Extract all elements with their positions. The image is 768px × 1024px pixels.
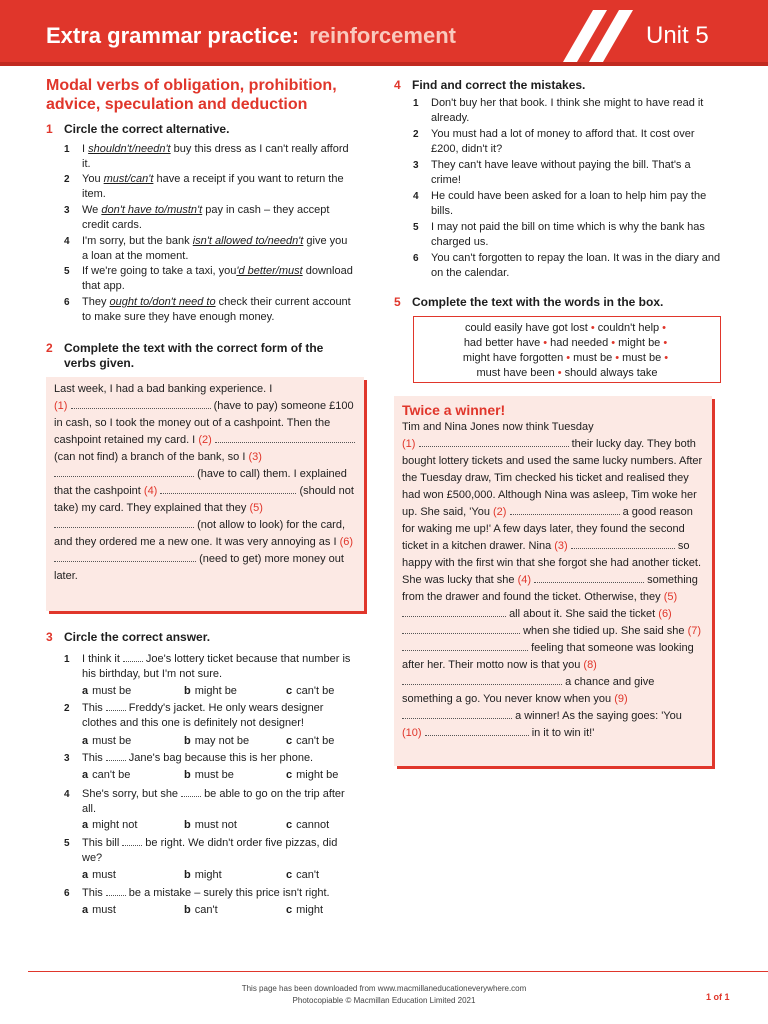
gap-8-blank[interactable] xyxy=(402,675,562,685)
option-text: may not be xyxy=(194,735,250,747)
bullet-icon: • xyxy=(557,367,562,379)
story-text xyxy=(394,419,712,742)
text-segment: in it to win it!' xyxy=(531,727,595,739)
text-segment: buy this dress as I can't really afford it. xyxy=(82,143,349,170)
option-b[interactable] xyxy=(184,768,234,782)
list-item xyxy=(64,886,354,901)
option-letter: c xyxy=(286,685,293,697)
bullet-icon: • xyxy=(590,322,595,334)
bullet-icon: • xyxy=(543,337,548,349)
exercise-instruction: Circle the correct answer. xyxy=(64,630,211,644)
list-item xyxy=(64,234,354,264)
list-item xyxy=(64,172,354,202)
page-title xyxy=(46,23,456,49)
option-a[interactable] xyxy=(82,903,116,917)
option-text: can't be xyxy=(296,735,335,747)
item-text xyxy=(82,264,354,294)
option-a[interactable] xyxy=(82,734,131,748)
text-segment: download that app. xyxy=(82,265,353,292)
bullet-icon: • xyxy=(615,352,620,364)
text-segment: This xyxy=(82,702,103,714)
gap-1-blank[interactable] xyxy=(419,437,569,447)
item-number: 3 xyxy=(64,753,70,764)
option-letter: a xyxy=(82,769,89,781)
item-number: 4 xyxy=(413,191,419,202)
option-c[interactable] xyxy=(286,818,329,832)
option-b[interactable] xyxy=(184,684,237,698)
option-letter: b xyxy=(184,819,191,831)
answer-blank[interactable] xyxy=(181,787,201,797)
list-item xyxy=(64,142,354,172)
answer-blank[interactable] xyxy=(123,652,143,662)
item-text xyxy=(82,234,354,264)
text-segment: when she tidied up. She said she xyxy=(523,625,685,637)
gap-3-blank[interactable] xyxy=(54,467,194,477)
option-c[interactable] xyxy=(286,734,334,748)
list-item xyxy=(413,158,723,188)
gap-number: (4) xyxy=(517,574,532,586)
exercise-number: 1 xyxy=(46,122,53,136)
gap-number: (6) xyxy=(339,536,354,548)
word-option: must be xyxy=(622,352,662,364)
item-number: 5 xyxy=(64,266,70,277)
word-option: had better have xyxy=(463,337,541,349)
option-text: can't be xyxy=(92,769,131,781)
page-title-main: Extra grammar practice: xyxy=(46,23,300,48)
item-number: 1 xyxy=(64,654,70,665)
alternative-choice[interactable]: don't have to/mustn't xyxy=(101,204,203,216)
text-segment: pay in cash – they accept credit cards. xyxy=(82,204,330,231)
alternative-choice[interactable]: must/can't xyxy=(103,173,154,185)
gap-number: (5) xyxy=(249,502,263,514)
option-letter: c xyxy=(286,904,293,916)
word-option: should always take xyxy=(564,367,658,379)
text-segment: so happy with the first win that she forgot she had another ticket. She was lucky that she xyxy=(402,540,702,586)
option-text: can't xyxy=(296,869,320,881)
answer-blank[interactable] xyxy=(106,886,126,896)
option-text: might xyxy=(296,904,324,916)
footer-copyright: Photocopiable © Macmillan Education Limited 2021 xyxy=(292,996,476,1005)
option-c[interactable] xyxy=(286,868,319,882)
item-text[interactable]: You can't forgotten to repay the loan. It was in the diary and on the calendar. xyxy=(431,252,721,279)
item-text[interactable]: You must had a lot of money to afford that. It cost over £200, didn't it? xyxy=(431,128,695,155)
gap-number: (10) xyxy=(402,727,422,739)
text-segment: We xyxy=(82,204,102,216)
gap-number: (9) xyxy=(614,693,628,705)
answer-blank[interactable] xyxy=(122,836,142,846)
option-text: might be xyxy=(194,685,237,697)
answer-blank[interactable] xyxy=(106,751,126,761)
option-text: can't xyxy=(194,904,218,916)
gap-2-blank[interactable] xyxy=(510,505,620,515)
option-letter: c xyxy=(286,735,293,747)
exercise-2-heading xyxy=(46,341,366,371)
item-number: 6 xyxy=(413,253,419,264)
item-text xyxy=(82,295,354,325)
word-box-line xyxy=(414,336,720,351)
word-option: could easily have got lost xyxy=(464,322,588,334)
text-segment: Jane's bag because this is her phone. xyxy=(128,752,314,764)
text-segment: a chance and give something a go. You never know when you xyxy=(402,676,655,705)
gap-number: (6) xyxy=(658,608,672,620)
item-number: 2 xyxy=(413,129,419,140)
option-text: must be xyxy=(92,685,132,697)
option-a[interactable] xyxy=(82,818,137,832)
item-text xyxy=(82,836,354,866)
bullet-icon: • xyxy=(566,352,571,364)
gap-number: (4) xyxy=(143,485,158,497)
footer-divider xyxy=(28,971,768,972)
text-segment: their lucky day. They both bought lottery tickets and used the same lucky numbers. After the Tuesday draw, Tim checked his ticket and realised they had won £500,000. Although Nina was asleep, Tim woke her up. She said, 'You xyxy=(402,438,703,518)
header-band xyxy=(0,62,768,66)
option-text: can't be xyxy=(296,685,335,697)
gap-5-blank[interactable] xyxy=(402,607,506,617)
gap-number: (5) xyxy=(663,591,678,603)
option-letter: a xyxy=(82,869,89,881)
page-title-accent: reinforcement xyxy=(309,23,456,48)
exercise-instruction: Complete the text with the words in the box. xyxy=(412,295,664,309)
option-letter: c xyxy=(286,769,293,781)
list-item xyxy=(64,203,354,233)
option-letter: b xyxy=(184,904,191,916)
option-text: must xyxy=(92,869,116,881)
text-segment: be right. We didn't order five pizzas, did we? xyxy=(82,837,338,864)
list-item xyxy=(64,787,354,817)
word-option: had needed xyxy=(550,337,609,349)
item-text xyxy=(82,701,354,731)
option-letter: c xyxy=(286,869,293,881)
gap-3-blank[interactable] xyxy=(571,539,675,549)
item-number: 6 xyxy=(64,297,70,308)
option-text: cannot xyxy=(296,819,330,831)
text-segment: a winner! As the saying goes: 'You xyxy=(515,710,682,722)
option-text: might be xyxy=(296,769,339,781)
gap-number: (2) xyxy=(493,506,507,518)
word-option: must be xyxy=(573,352,613,364)
text-segment: (can not find) a branch of the bank, so I xyxy=(54,451,246,463)
item-text xyxy=(82,751,354,766)
text-segment: They xyxy=(82,296,110,308)
option-letter: b xyxy=(184,735,191,747)
item-number: 3 xyxy=(64,205,70,216)
alternative-choice[interactable]: isn't allowed to/needn't xyxy=(192,235,304,247)
text-segment: something from the drawer and found the ticket. Otherwise, they xyxy=(402,574,698,603)
exercise-5-heading xyxy=(394,295,663,310)
option-letter: a xyxy=(82,819,89,831)
exercise-instruction: Find and correct the mistakes. xyxy=(412,78,586,92)
item-text xyxy=(82,142,354,172)
text-segment: She's sorry, but she xyxy=(82,788,179,800)
text-segment: have a receipt if you want to return the item. xyxy=(82,173,344,200)
gap-number: (3) xyxy=(554,540,568,552)
option-b[interactable] xyxy=(184,818,237,832)
word-box-line xyxy=(414,366,720,381)
exercise-number: 4 xyxy=(394,78,401,92)
answer-blank[interactable] xyxy=(106,701,126,711)
option-c[interactable] xyxy=(286,684,334,698)
unit-label: Unit 5 xyxy=(646,22,709,49)
item-number: 2 xyxy=(64,703,70,714)
item-number: 5 xyxy=(64,838,70,849)
item-text[interactable]: He could have been asked for a loan to help him pay the bills. xyxy=(431,190,707,217)
alternative-choice[interactable]: shouldn't/needn't xyxy=(88,143,171,155)
list-item xyxy=(64,652,354,682)
option-text: must xyxy=(92,904,116,916)
text-segment: I think it xyxy=(82,653,120,665)
bullet-icon: • xyxy=(664,352,669,364)
gap-10-blank[interactable] xyxy=(425,726,529,736)
item-text xyxy=(82,652,354,682)
option-letter: a xyxy=(82,685,89,697)
story-title: Twice a winner! xyxy=(402,402,506,418)
text-segment: You xyxy=(82,173,104,185)
item-number: 5 xyxy=(413,222,419,233)
page-number: 1 of 1 xyxy=(706,992,730,1002)
text-segment: Freddy's jacket. He only wears designer clothes and this one is definitely not designer! xyxy=(82,702,324,729)
page-header xyxy=(0,0,768,66)
word-box-line xyxy=(414,351,720,366)
text-segment: be able to go on the trip after all. xyxy=(82,788,345,815)
item-number: 3 xyxy=(413,160,419,171)
bullet-icon: • xyxy=(663,337,668,349)
exercise-5-story-panel xyxy=(394,396,712,766)
option-letter: a xyxy=(82,735,89,747)
text-segment: a good reason for waking me up!' A few days later, they found the second ticket in a kitchen drawer. Nina xyxy=(402,506,693,552)
text-segment: all about it. She said the ticket xyxy=(509,608,656,620)
exercise-number: 5 xyxy=(394,295,401,309)
list-item xyxy=(413,189,723,219)
exercise-2-text xyxy=(46,377,364,585)
text-segment: If we're going to take a taxi, you xyxy=(82,265,237,277)
item-text[interactable]: They can't have leave without paying the bill. That's a crime! xyxy=(431,159,691,186)
option-b[interactable] xyxy=(184,734,249,748)
list-item xyxy=(413,251,723,281)
word-option: must have been xyxy=(476,367,555,379)
option-a[interactable] xyxy=(82,868,116,882)
option-text: might not xyxy=(92,819,138,831)
option-text: must not xyxy=(194,819,237,831)
exercise-number: 3 xyxy=(46,630,53,644)
text-segment: feeling that someone was looking after her. Their motto now is that you xyxy=(402,642,694,671)
alternative-choice[interactable]: 'd better/must xyxy=(236,265,303,277)
text-segment: (not allow to look) for the card, and they ordered me a new one. It was very annoying as I xyxy=(54,519,346,548)
word-option: might have forgotten xyxy=(462,352,564,364)
alternative-choice[interactable]: ought to/don't need to xyxy=(109,296,216,308)
option-letter: b xyxy=(184,869,191,881)
option-text: must be xyxy=(92,735,132,747)
item-number: 4 xyxy=(64,236,70,247)
text-segment: Last week, I had a bad banking experience. I xyxy=(54,383,273,395)
section-title: Modal verbs of obligation, prohibition, advice, speculation and deduction xyxy=(46,77,337,113)
text-segment: (have to pay) someone £100 in cash, so I took the money out of a cashpoint. Then the cashpoint retained my card. I xyxy=(54,400,354,446)
item-text xyxy=(82,886,354,901)
exercise-2-text-panel xyxy=(46,377,364,611)
option-text: must be xyxy=(194,769,234,781)
item-number: 6 xyxy=(64,888,70,899)
option-letter: a xyxy=(82,904,89,916)
exercise-instruction: Complete the text with the correct form of the verbs given. xyxy=(64,341,324,370)
option-letter: b xyxy=(184,685,191,697)
item-text xyxy=(82,203,354,233)
exercise-number: 2 xyxy=(46,341,53,355)
text-segment: Joe's lottery ticket because that number is his birthday, but I'm not sure. xyxy=(82,653,351,680)
list-item xyxy=(413,127,723,157)
item-number: 4 xyxy=(64,789,70,800)
option-a[interactable] xyxy=(82,684,131,698)
gap-6-blank[interactable] xyxy=(54,552,196,562)
list-item xyxy=(64,701,354,731)
text-segment: (should not take) my card. They explained that they xyxy=(54,485,354,514)
list-item xyxy=(64,751,354,766)
gap-2-blank[interactable] xyxy=(215,433,355,443)
gap-number: (3) xyxy=(248,451,262,463)
text-segment: be a mistake – surely this price isn't right. xyxy=(128,887,330,899)
word-option: might be xyxy=(618,337,661,349)
option-letter: c xyxy=(286,819,293,831)
item-number: 1 xyxy=(413,98,419,109)
word-box xyxy=(413,316,721,383)
item-number: 1 xyxy=(64,144,70,155)
gap-number: (2) xyxy=(198,434,212,446)
text-segment: Tim and Nina Jones now think Tuesday xyxy=(402,421,594,433)
item-text[interactable]: I may not paid the bill on time which is why the bank has charged us. xyxy=(431,221,705,248)
footer-source: This page has been downloaded from www.macmillaneducationeverywhere.com xyxy=(241,984,527,993)
gap-number: (8) xyxy=(583,659,597,671)
bullet-icon: • xyxy=(611,337,616,349)
option-b[interactable] xyxy=(184,903,218,917)
option-letter: b xyxy=(184,769,191,781)
gap-5-blank[interactable] xyxy=(54,518,194,528)
exercise-instruction: Circle the correct alternative. xyxy=(64,122,230,136)
gap-number: (1) xyxy=(402,438,416,450)
text-segment: This xyxy=(82,752,103,764)
gap-1-blank[interactable] xyxy=(71,399,211,409)
text-segment: (need to get) more money out later. xyxy=(54,553,344,582)
text-segment: I xyxy=(82,143,89,155)
list-item xyxy=(413,220,723,250)
gap-number: (1) xyxy=(54,400,68,412)
text-segment: check their current account to make sure they have enough money. xyxy=(82,296,351,323)
option-a[interactable] xyxy=(82,768,130,782)
gap-4-blank[interactable] xyxy=(534,573,644,583)
gap-9-blank[interactable] xyxy=(402,709,512,719)
text-segment: This bill xyxy=(82,837,120,849)
word-box-line xyxy=(414,321,720,336)
list-item xyxy=(64,295,354,325)
list-item xyxy=(64,836,354,866)
gap-number: (7) xyxy=(687,625,702,637)
gap-4-blank[interactable] xyxy=(160,484,296,494)
exercise-3-heading xyxy=(46,630,210,645)
option-c[interactable] xyxy=(286,768,338,782)
gap-7-blank[interactable] xyxy=(402,641,528,651)
list-item xyxy=(413,96,723,126)
item-text[interactable]: Don't buy her that book. I think she might to have read it already. xyxy=(431,97,704,124)
text-segment: This xyxy=(82,887,103,899)
gap-6-blank[interactable] xyxy=(402,624,520,634)
list-item xyxy=(64,264,354,294)
option-text: might xyxy=(194,869,222,881)
item-text xyxy=(82,172,354,202)
bullet-icon: • xyxy=(662,322,667,334)
item-text xyxy=(82,787,354,817)
option-b[interactable] xyxy=(184,868,222,882)
text-segment: (have to call) them. I explained that the cashpoint xyxy=(54,468,347,497)
exercise-1-heading xyxy=(46,122,229,137)
text-segment: give you a loan at the moment. xyxy=(82,235,348,262)
item-number: 2 xyxy=(64,174,70,185)
text-segment: I'm sorry, but the bank xyxy=(82,235,193,247)
exercise-4-heading xyxy=(394,78,585,93)
option-c[interactable] xyxy=(286,903,323,917)
word-option: couldn't help xyxy=(597,322,660,334)
